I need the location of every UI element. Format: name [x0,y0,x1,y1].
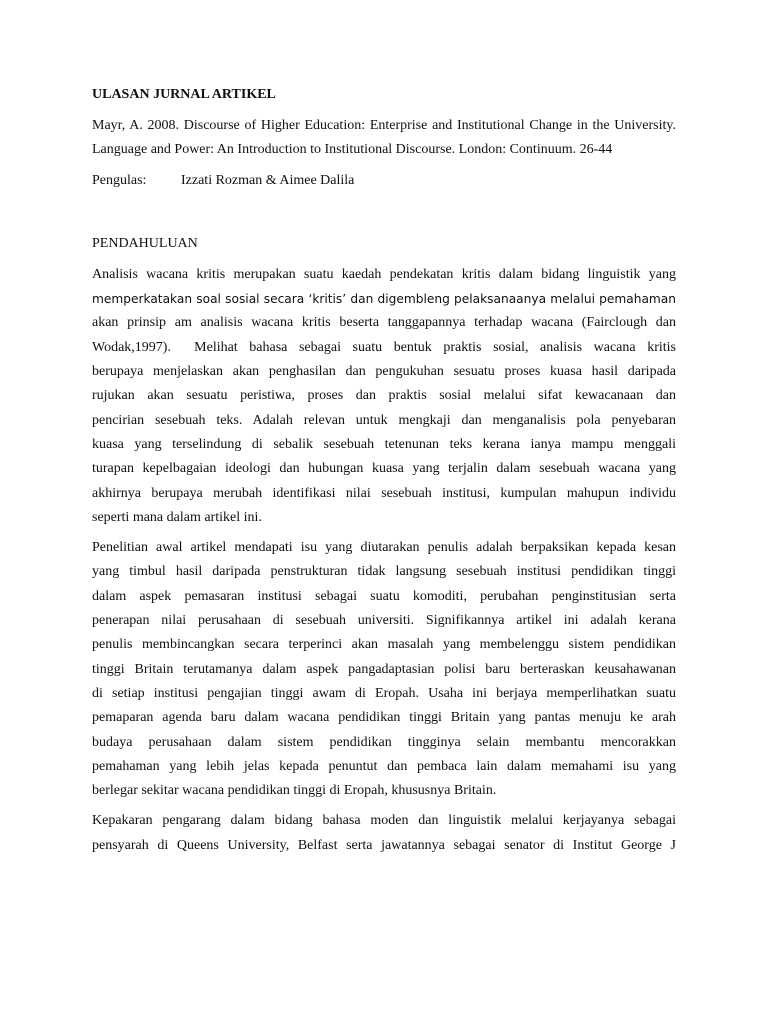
paragraph-line: Kepakaran pengarang dalam bidang bahasa moden dan linguistik melalui kerjayanya sebagai [92,813,676,829]
paragraph-line: budaya perusahaan dalam sistem pendidikan tingginya selain membantu mencorakkan [92,734,676,750]
paragraph-line: pemaparan agenda baru dalam wacana pendidikan tinggi Britain yang pantas menuju ke arah [92,710,676,726]
paragraph-line: pencirian sesebuah teks. Adalah relevan untuk mengkaji dan menganalisis pola penyebaran [92,412,676,428]
paragraph-line: penerapan nilai perusahaan di sesebuah universiti. Signifikannya artikel ini adalah kerana [92,613,676,629]
paragraph-1 [92,263,676,530]
paragraph-3 [92,809,676,858]
paragraph-line: pensyarah di Queens University, Belfast serta jawatannya sebagai senator di Institut George J [92,837,676,853]
paragraph-2 [92,536,676,803]
paragraph-line: dalam aspek pemasaran institusi sebagai suatu komoditi, perubahan penginstitusian serta [92,588,676,604]
paragraph-line: Penelitian awal artikel mendapati isu yang diutarakan penulis adalah berpaksikan kepada kesan [92,540,676,556]
paragraph-line: akhirnya berupaya merubah identifikasi nilai sesebuah institusi, kumpulan mahupun individu [92,485,676,501]
paragraph-line: rujukan akan sesuatu peristiwa, proses dan praktis sosial melalui sifat kewacanaan dan [92,388,676,404]
document-page [92,83,676,864]
reviewer-line [92,169,676,193]
reviewer-label: Pengulas: [92,172,147,188]
paragraph-line: kuasa yang terselindung di sebalik sesebuah tetenunan teks kerana ianya mampu menggali [92,436,676,452]
paragraph-line: di setiap institusi pengajian tinggi awam di Eropah. Usaha ini berjaya memperlihatkan suatu [92,685,676,701]
paragraph-line: tinggi Britain terutamanya dalam aspek pangadaptasian polisi baru berteraskan keusahawanan [92,661,676,677]
paragraph-line: Analisis wacana kritis merupakan suatu kaedah pendekatan kritis dalam bidang linguistik yang [92,266,676,282]
paragraph-line: Wodak,1997). Melihat bahasa sebagai suatu bentuk praktis sosial, analisis wacana kritis [92,339,676,355]
reviewer-names: Izzati Rozman & Aimee Dalila [181,172,355,188]
paragraph-line: turapan kepelbagaian ideologi dan hubungan kuasa yang terjalin dalam sesebuah wacana yang [92,461,676,477]
document-title: ULASAN JURNAL ARTIKEL [92,87,276,102]
citation: Mayr, A. 2008. Discourse of Higher Education: Enterprise and Institutional Change in the University. Language and Power: An Introduction to Institutional Discourse. London: Continuum. 26-44 [92,118,676,158]
section-heading: PENDAHULUAN [92,235,198,251]
paragraph-line: penulis membincangkan secara terperinci akan masalah yang membelenggu sistem pendidikan [92,637,676,653]
paragraph-line: yang timbul hasil daripada penstrukturan tidak langsung sesebuah institusi pendidikan tinggi [92,564,676,580]
paragraph-line: memperkatakan soal sosial secara ‘kritis’ dan digembleng pelaksanaanya melalui pemahaman [92,292,676,307]
paragraph-line: akan prinsip am analisis wacana kritis beserta tanggapannya terhadap wacana (Fairclough dan [92,315,676,331]
paragraph-line: seperti mana dalam artikel ini. [92,509,262,525]
paragraph-line: pemahaman yang lebih jelas kepada penuntut dan pembaca lain dalam memahami isu yang [92,758,676,774]
paragraph-line: berupaya menjelaskan akan penghasilan dan pengukuhan sesuatu proses kuasa hasil daripada [92,364,676,380]
paragraph-line: berlegar sekitar wacana pendidikan tinggi di Eropah, khususnya Britain. [92,783,497,799]
